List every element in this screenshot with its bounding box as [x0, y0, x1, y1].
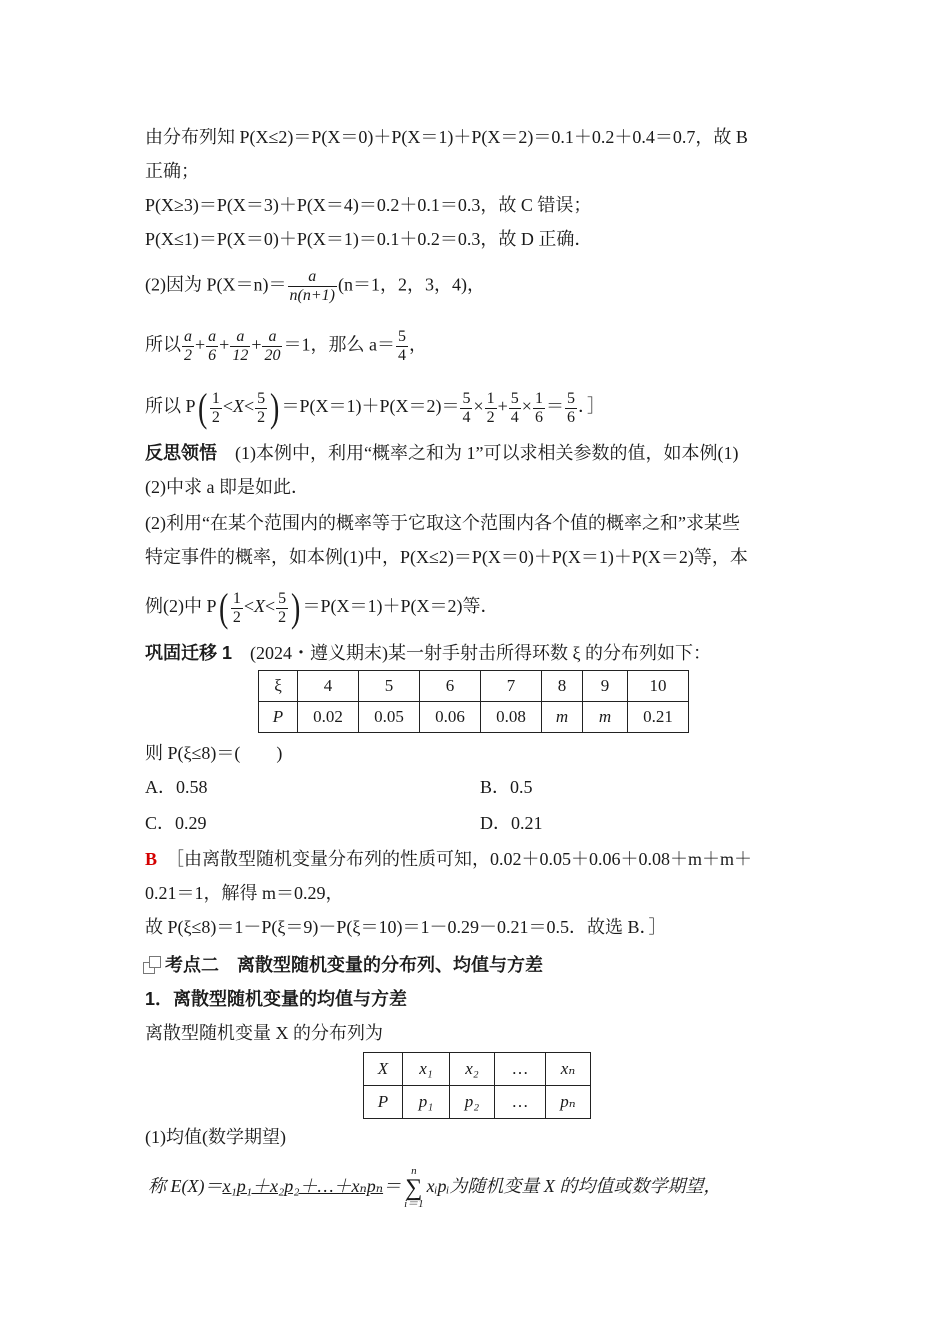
text-segment: 所以 P [145, 396, 196, 417]
subheading: 1．离散型随机变量的均值与方差 [145, 989, 408, 1009]
distribution-table-x [363, 1052, 591, 1119]
section-icon [143, 956, 161, 974]
text-segment: ＝P(X＝1)＋P(X＝2)等． [302, 596, 499, 617]
fraction: $\frac{1}{2}$ [486, 389, 495, 426]
table-cell: 0.06 [420, 702, 481, 733]
table-cell: ξ [259, 671, 298, 702]
text-line: P(X≥3)＝P(X＝3)＋P(X＝4)＝0.2＋0.1＝0.3，故 C 错误； [145, 195, 592, 215]
reflection-line [145, 440, 738, 466]
formula-line: 所以 $\frac{a}{2}$ + $\frac{a}{6}$ + $\frac{a}{12}$ + $\frac{a}{20}$ ＝1，那么 a＝ $\frac{5}{4}$ ， [145, 328, 427, 364]
text-segment: (1)本例中，利用“概率之和为 1”可以求相关参数的值，如本例(1) [235, 443, 739, 463]
text-segment: (2)因为 P(X＝n)＝ [145, 274, 287, 295]
exercise-title: 巩固迁移 1 [145, 643, 233, 663]
fraction: $\frac{5}{4}$ [510, 389, 519, 426]
fraction: $\frac{5}{2}$ [278, 589, 287, 626]
text-line: 由分布列知 P(X≤2)＝P(X＝0)＋P(X＝1)＋P(X＝2)＝0.1＋0.2＋0.4＝0.7，故 B [145, 127, 748, 147]
table-cell: P [259, 702, 298, 733]
table-cell: 5 [359, 671, 420, 702]
text-line: 正确； [145, 161, 199, 181]
text-segment: ［由离散型随机变量分布列的性质可知，0.02＋0.05＋0.06＋0.08＋m＋m＋ [175, 849, 753, 869]
text-segment: 为随机变量 X 的均值或数学期望， [449, 1176, 722, 1197]
text-line: 0.21＝1，解得 m＝0.29， [145, 883, 344, 903]
section-heading-text: 考点二 离散型随机变量的分布列、均值与方差 [165, 955, 543, 975]
definition-line [148, 1166, 721, 1210]
fraction: $\frac{5}{6}$ [566, 389, 575, 426]
text-segment: (2024・遵义期末)某一射手射击所得环数 ξ 的分布列如下： [250, 643, 712, 663]
formula-line: 例(2)中 P( $\frac{1}{2}$ <X< $\frac{5}{2}$ ) ＝P(X＝1)＋P(X＝2)等． [145, 585, 499, 630]
text-segment: xᵢpᵢ [426, 1176, 450, 1197]
table-cell: 7 [481, 671, 542, 702]
blank-answer: x₁p₁＋x₂p₂＋…＋xₙpₙ [222, 1176, 384, 1197]
table-cell: 0.02 [298, 702, 359, 733]
table-cell: … [495, 1086, 546, 1119]
formula-line [145, 268, 485, 305]
table-row [364, 1053, 591, 1086]
formula-line: 所以 P( $\frac{1}{2}$ <X< $\frac{5}{2}$ ) ＝P(X＝1)＋P(X＝2)＝ $\frac{5}{4}$ × $\frac{1}{2}$ + $\frac{5}{4}$ × $\frac{1}{6}$ ＝ $\frac{5}{6}$ ．］ [145, 385, 605, 430]
table-cell: 4 [298, 671, 359, 702]
table-cell: pₙ [546, 1086, 591, 1119]
answer-letter: B [145, 849, 158, 869]
option-b: B．0.5 [480, 777, 533, 797]
text-segment: (n＝1，2，3，4)， [337, 274, 485, 295]
reflection-title: 反思领悟 [145, 443, 217, 463]
table-cell: x₁ [403, 1053, 450, 1086]
table-row [364, 1086, 591, 1119]
text-segment: 例(2)中 P [145, 596, 217, 617]
fraction: $\frac{1}{2}$ [211, 389, 220, 426]
text-line: (2)利用“在某个范围内的概率等于它取这个范围内各个值的概率之和”求某些 [145, 513, 740, 533]
distribution-table-xi [258, 670, 689, 733]
table-cell: X [364, 1053, 403, 1086]
option-a: A．0.58 [145, 777, 208, 797]
table-cell: 6 [420, 671, 481, 702]
variable: X [233, 396, 244, 417]
text-segment: ＝ [383, 1176, 402, 1197]
text-segment: ．］ [577, 396, 605, 417]
table-cell: x₂ [450, 1053, 495, 1086]
fraction: $\frac{a}{n(n+1)}$ [289, 268, 335, 304]
text-segment: ＝P(X＝1)＋P(X＝2)＝ [281, 396, 460, 417]
table-cell: 9 [583, 671, 628, 702]
summation: n ∑ i＝1 [404, 1165, 424, 1210]
text-line: 故 P(ξ≤8)＝1－P(ξ＝9)－P(ξ＝10)＝1－0.29－0.21＝0.5．故选 B．］ [145, 917, 667, 937]
fraction: $\frac{a}{12}$ [232, 328, 249, 364]
answer-line [145, 846, 752, 872]
table-cell: 0.08 [481, 702, 542, 733]
fraction: $\frac{a}{6}$ [208, 328, 217, 364]
fraction: $\frac{5}{2}$ [257, 389, 266, 426]
question-line: 则 P(ξ≤8)＝( ) [145, 743, 283, 763]
mean-title: (1)均值(数学期望) [145, 1127, 286, 1147]
text-line: (2)中求 a 即是如此． [145, 477, 309, 497]
text-segment: ＝1，那么 a＝ [283, 334, 395, 355]
table-cell: 0.05 [359, 702, 420, 733]
text-line: P(X≤1)＝P(X＝0)＋P(X＝1)＝0.1＋0.2＝0.3，故 D 正确． [145, 229, 593, 249]
fraction: $\frac{1}{2}$ [232, 589, 241, 626]
text-line: 离散型随机变量 X 的分布列为 [145, 1023, 383, 1043]
table-cell: p₁ [403, 1086, 450, 1119]
table-cell: … [495, 1053, 546, 1086]
text-line: 特定事件的概率，如本例(1)中，P(X≤2)＝P(X＝0)＋P(X＝1)＋P(X＝2)等，本 [145, 547, 748, 567]
table-row [259, 671, 689, 702]
variable: X [253, 596, 265, 617]
exercise-line [145, 640, 711, 666]
table-cell: 10 [628, 671, 689, 702]
table-cell: P [364, 1086, 403, 1119]
option-c: C．0.29 [145, 813, 207, 833]
fraction: $\frac{1}{6}$ [534, 389, 543, 426]
table-cell: p₂ [450, 1086, 495, 1119]
table-row [259, 702, 689, 733]
text-segment: 称 E(X)＝ [148, 1176, 223, 1197]
fraction: $\frac{a}{20}$ [264, 328, 281, 364]
text-segment: 所以 [145, 334, 181, 355]
text-segment: ， [408, 334, 427, 355]
fraction: $\frac{5}{4}$ [462, 389, 471, 426]
fraction: $\frac{5}{4}$ [397, 328, 406, 364]
table-cell: m [583, 702, 628, 733]
table-cell: 8 [542, 671, 583, 702]
section-heading [143, 952, 543, 978]
fraction: $\frac{a}{2}$ [184, 328, 192, 364]
table-cell: xₙ [546, 1053, 591, 1086]
option-d: D．0.21 [480, 813, 543, 833]
table-cell: m [542, 702, 583, 733]
table-cell: 0.21 [628, 702, 689, 733]
